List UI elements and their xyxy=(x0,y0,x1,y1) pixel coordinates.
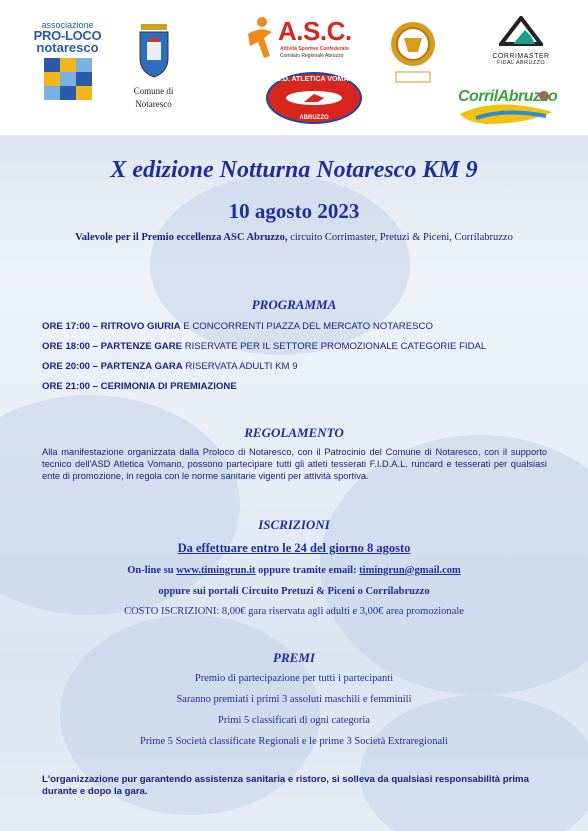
programma-item-desc: RISERVATE PER IL SETTORE PROMOZIONALE CATEGORIE FIDAL xyxy=(182,341,487,352)
mountain-triangle-icon xyxy=(499,16,543,46)
asc-title: A.S.C. xyxy=(278,16,352,46)
programma-item-time: ORE 17:00 – RITROVO GIURIA xyxy=(42,321,181,332)
asc-subtitle2: Comitato Regionale Abruzzo xyxy=(280,53,344,59)
asc-subtitle1: Attività Sportive Confederate xyxy=(280,46,349,52)
iscrizioni-online xyxy=(0,565,588,576)
event-date: 10 agosto 2023 xyxy=(228,199,360,223)
medallion-icon xyxy=(390,18,436,88)
programma-item xyxy=(42,361,298,372)
regolamento-heading: REGOLAMENTO xyxy=(244,425,344,440)
comune-logo xyxy=(126,24,181,109)
corrilabruzzo-logo xyxy=(456,84,556,128)
iscrizioni-portali: oppure sui portali Circuito Pretuzi & Piceni o Corrilabruzzo xyxy=(158,586,430,597)
comune-line1: Comune di xyxy=(133,86,174,96)
proloco-line1: associazione xyxy=(41,20,94,30)
programma-item xyxy=(42,341,486,352)
iscrizioni-email-prefix: oppure tramite email: xyxy=(255,565,360,576)
coat-of-arms-icon xyxy=(137,24,171,78)
valevole-rest: circuito Corrimaster, Pretuzi & Piceni, Corrilabruzzo xyxy=(287,232,513,243)
proloco-logo xyxy=(30,20,105,100)
corrimaster-line1: CORRIMASTER xyxy=(492,53,550,60)
footer-disclaimer: L'organizzazione pur garantendo assistenza sanitaria e ristoro, si solleva da qualsiasi responsabilità prima durante e dopo la gara. xyxy=(42,774,529,797)
programma-item-desc: E CONCORRENTI PIAZZA DEL MERCATO NOTARESCO xyxy=(180,321,433,332)
programma-item-time: ORE 18:00 – PARTENZE GARE xyxy=(42,341,183,352)
proloco-line2: PRO-LOCO xyxy=(33,28,102,43)
atletica-vomano-logo xyxy=(266,72,362,124)
premi-item: Primi 5 classificati di ogni categoria xyxy=(218,715,370,726)
valevole-line xyxy=(0,232,588,243)
programma-heading: PROGRAMMA xyxy=(251,297,337,312)
premi-item: Premio di partecipazione per tutti i partecipanti xyxy=(194,673,394,684)
costo-value: 8,00€ gara riservata agli adulti e 3,00€ area promozionale xyxy=(221,606,464,617)
comune-line2: Notaresco xyxy=(135,99,172,109)
proloco-line3: notaresco xyxy=(36,40,99,55)
runner-figure-icon xyxy=(242,16,276,60)
costo-label: COSTO ISCRIZIONI: xyxy=(124,606,222,617)
premi-item: Saranno premiati i primi 3 assoluti maschili e femminili xyxy=(176,694,412,705)
logo-header xyxy=(0,0,588,135)
iscrizioni-heading: ISCRIZIONI xyxy=(258,517,330,532)
proloco-mosaic-icon xyxy=(44,58,92,100)
medallion-emblem-logo xyxy=(390,18,436,88)
premi-heading: PREMI xyxy=(273,650,315,665)
runner-silhouette-icon xyxy=(284,90,344,106)
premi-item: Prime 5 Società classificate Regionali e le prime 3 Società Extraregionali xyxy=(140,736,448,747)
vomano-bottom-text: ABRUZZO xyxy=(299,115,329,121)
timingrun-email-link[interactable]: timingrun@gmail.com xyxy=(359,565,461,576)
iscrizioni-online-prefix: On-line su xyxy=(127,565,177,576)
timingrun-link[interactable]: www.timingrun.it xyxy=(176,565,256,576)
iscrizioni-deadline: Da effettuare entro le 24 del giorno 8 agosto xyxy=(177,541,411,555)
programma-item xyxy=(42,321,433,332)
event-title: X edizione Notturna Notaresco KM 9 xyxy=(110,157,478,183)
programma-item xyxy=(42,381,237,392)
iscrizioni-costo xyxy=(0,606,588,617)
programma-item-time: ORE 20:00 – PARTENZA GARA xyxy=(42,361,183,372)
vomano-top-text: A.S.D. ATLETICA VOMANO xyxy=(269,76,359,83)
corrilabruzzo-text: CorrilAbruzzo xyxy=(458,88,558,105)
corrimaster-line2: FIDAL ABRUZZO xyxy=(496,60,546,66)
programma-item-time: ORE 21:00 – CERIMONIA DI PREMIAZIONE xyxy=(42,381,237,392)
corrimaster-logo xyxy=(488,16,554,66)
regolamento-text: Alla manifestazione organizzata dalla Proloco di Notaresco, con il Patrocinio del Comune di Notaresco, con il supporto tecnico dell'ASD Atletica Vomano, possono partecipare tutti gli atleti tesserati F.I.D.A.L. runcard e tesserati per qualsiasi ente di promozione, in regola con le norme sanitarie vigenti per attività sportiva. xyxy=(42,447,547,481)
valevole-bold: Valevole per il Premio eccellenza ASC Abruzzo, xyxy=(75,232,288,243)
asc-logo xyxy=(242,16,360,66)
programma-item-desc: RISERVATA ADULTI KM 9 xyxy=(182,361,298,372)
